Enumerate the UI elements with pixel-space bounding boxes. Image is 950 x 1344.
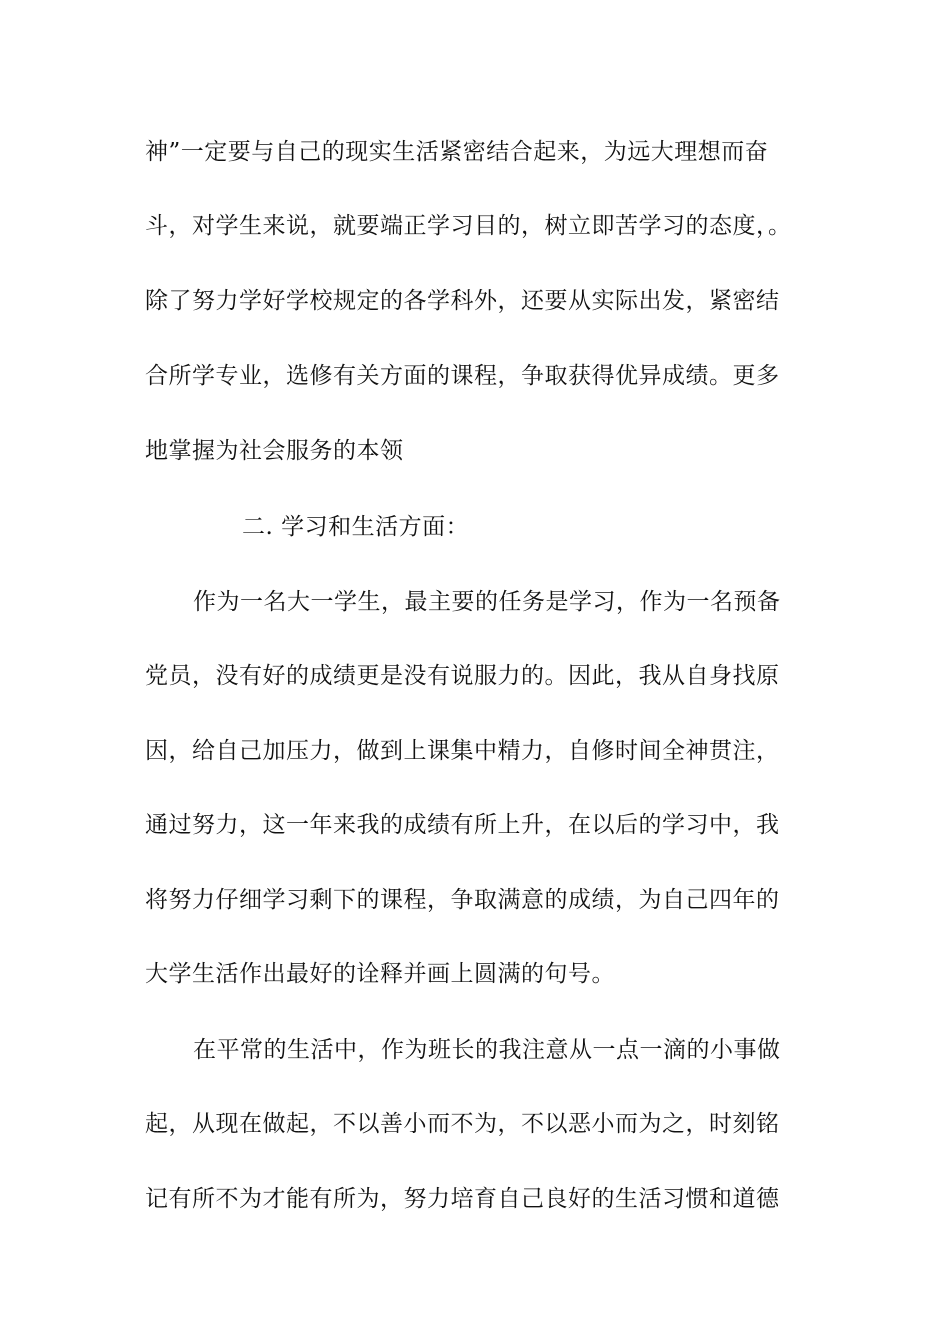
paragraph-1-line-5: 地掌握为社会服务的本领 (145, 438, 404, 464)
paragraph-1-line-4: 合所学专业，选修有关方面的课程，争取获得优异成绩。更多 (145, 363, 780, 389)
paragraph-3-line-1: 在平常的生活中，作为班长的我注意从一点一滴的小事做 (193, 1037, 781, 1063)
paragraph-2-line-5: 将努力仔细学习剩下的课程，争取满意的成绩，为自己四年的 (145, 887, 780, 913)
paragraph-3-line-2: 起，从现在做起，不以善小而不为，不以恶小而为之，时刻铭 (145, 1111, 780, 1137)
paragraph-2-line-6: 大学生活作出最好的诠释并画上圆满的句号。 (145, 961, 615, 987)
paragraph-2-line-3: 因，给自己加压力，做到上课集中精力，自修时间全神贯注， (145, 738, 780, 764)
paragraph-2-line-2: 党员，没有好的成绩更是没有说服力的。因此，我从自身找原 (145, 663, 780, 689)
paragraph-1-line-3: 除了努力学好学校规定的各学科外，还要从实际出发，紧密结 (145, 288, 780, 314)
paragraph-2-line-4: 通过努力，这一年来我的成绩有所上升，在以后的学习中，我 (145, 812, 780, 838)
section-heading: 二. 学习和生活方面： (242, 514, 470, 540)
paragraph-1-line-2: 斗，对学生来说，就要端正学习目的，树立即苦学习的态度，。 (145, 213, 792, 239)
paragraph-3-line-3: 记有所不为才能有所为，努力培育自己良好的生活习惯和道德 (145, 1186, 780, 1212)
paragraph-1-line-1: 神”一定要与自己的现实生活紧密结合起来，为远大理想而奋 (145, 139, 769, 165)
paragraph-2-line-1: 作为一名大一学生，最主要的任务是学习，作为一名预备 (193, 589, 781, 615)
